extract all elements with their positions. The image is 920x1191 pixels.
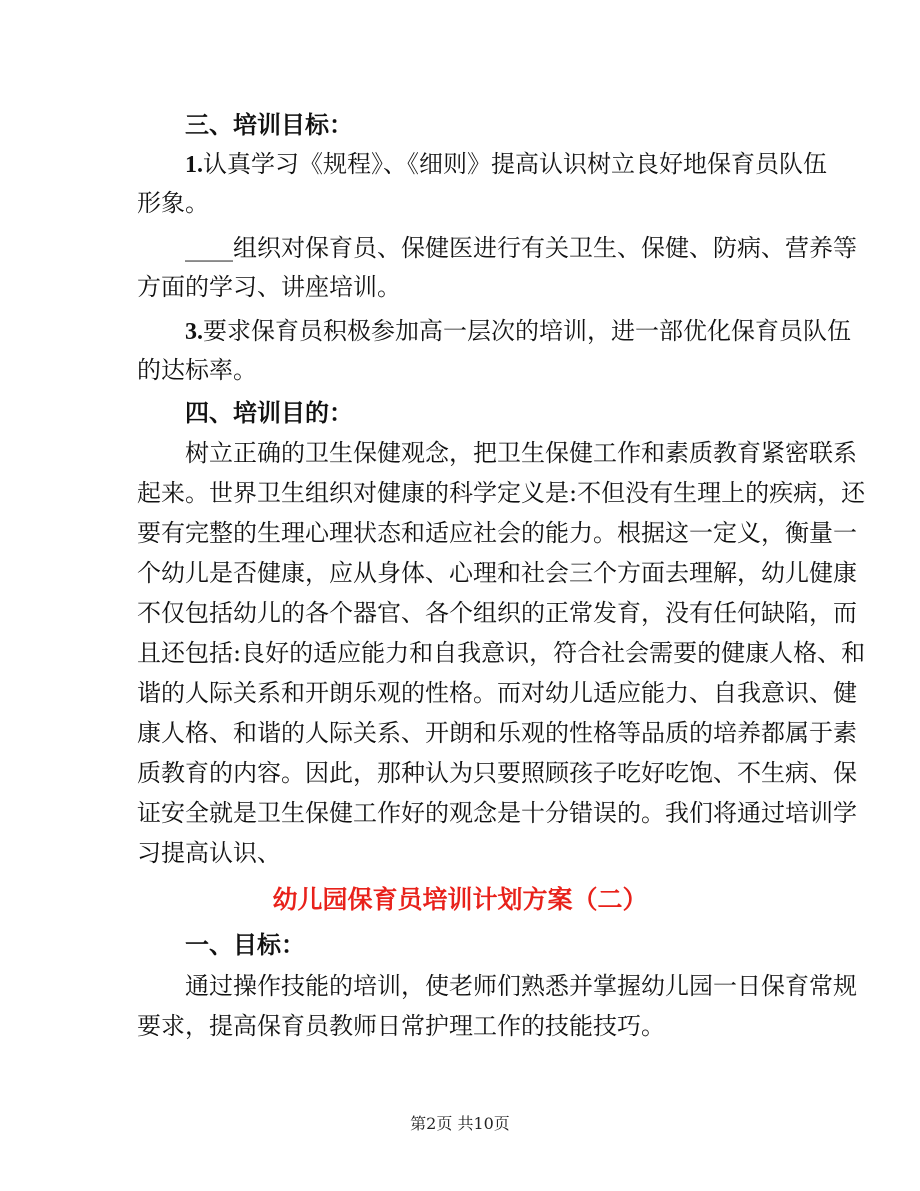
plan-2-section-1-heading: 一、目标： <box>185 930 305 959</box>
list-item-3-number: 3. <box>185 319 203 345</box>
paragraph-line: 要有完整的生理心理状态和适应社会的能力。根据这一定义，衡量一 <box>137 519 857 547</box>
list-item-3 <box>185 316 851 347</box>
list-item-1 <box>185 149 827 180</box>
list-item-2-line-2: 方面的学习、讲座培训。 <box>137 273 401 301</box>
page-number-footer: 第2页 共10页 <box>410 1114 510 1133</box>
paragraph-line: 谐的人际关系和开朗乐观的性格。而对幼儿适应能力、自我意识、健 <box>137 679 857 707</box>
paragraph-line: 个幼儿是否健康，应从身体、心理和社会三个方面去理解，幼儿健康 <box>137 559 857 587</box>
list-item-2-line-1: ____组织对保育员、保健医进行有关卫生、保健、防病、营养等 <box>185 234 857 262</box>
section-4-heading: 四、培训目的： <box>185 398 353 427</box>
list-item-3-continuation: 的达标率。 <box>137 356 257 384</box>
paragraph-line: 质教育的内容。因此，那种认为只要照顾孩子吃好吃饱、不生病、保 <box>137 759 857 787</box>
paragraph-line: 且还包括:良好的适应能力和自我意识，符合社会需要的健康人格、和 <box>137 639 866 667</box>
list-item-1-number: 1. <box>185 152 203 178</box>
list-item-1-text: 认真学习《规程》、《细则》提高认识树立良好地保育员队伍 <box>203 150 827 178</box>
section-3-heading: 三、培训目标： <box>185 110 353 139</box>
list-item-1-continuation: 形象。 <box>137 189 209 217</box>
plan-2-paragraph-line-1: 通过操作技能的培训，使老师们熟悉并掌握幼儿园一日保育常规 <box>185 972 857 1000</box>
paragraph-line: 起来。世界卫生组织对健康的科学定义是:不但没有生理上的疾病，还 <box>137 479 866 507</box>
paragraph-line: 不仅包括幼儿的各个器官、各个组织的正常发育，没有任何缺陷，而 <box>137 599 857 627</box>
paragraph-line: 康人格、和谐的人际关系、开朗和乐观的性格等品质的培养都属于素 <box>137 719 857 747</box>
paragraph-line: 树立正确的卫生保健观念，把卫生保健工作和素质教育紧密联系 <box>185 439 857 467</box>
list-item-3-text: 要求保育员积极参加高一层次的培训，进一部优化保育员队伍 <box>203 317 851 345</box>
plan-2-paragraph-line-2: 要求，提高保育员教师日常护理工作的技能技巧。 <box>137 1012 665 1040</box>
paragraph-line: 习提高认识、 <box>137 839 281 867</box>
paragraph-line: 证安全就是卫生保健工作好的观念是十分错误的。我们将通过培训学 <box>137 799 857 827</box>
plan-2-title: 幼儿园保育员培训计划方案（二） <box>272 885 648 914</box>
